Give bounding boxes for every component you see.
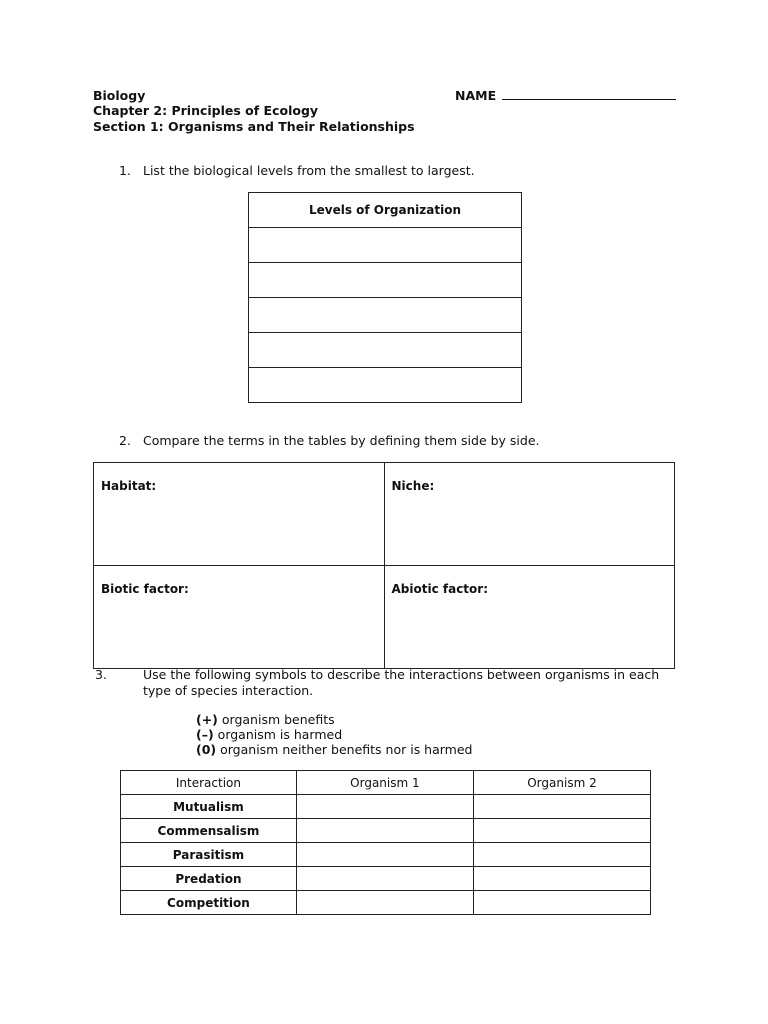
levels-blank-cell[interactable] [249,228,522,263]
answer-cell[interactable] [296,891,473,915]
table-row [121,843,651,867]
row-label-commensalism: Commensalism [121,819,297,843]
symbol-minus: (–) [196,727,214,742]
niche-cell[interactable]: Niche: [384,463,675,566]
symbol-zero: (0) [196,742,217,757]
answer-cell[interactable] [296,867,473,891]
name-blank-line[interactable] [502,88,676,100]
question-1 [119,163,659,179]
interaction-table [120,770,651,915]
row-label-predation: Predation [121,867,297,891]
answer-cell[interactable] [296,843,473,867]
subject-title: Biology [93,88,146,103]
question-3-text: Use the following symbols to describe the interactions between organisms in each type of species interaction. [143,667,660,698]
table-row [121,867,651,891]
table-row [121,891,651,915]
answer-cell[interactable] [473,795,650,819]
row-label-parasitism: Parasitism [121,843,297,867]
column-header-organism-2: Organism 2 [473,771,650,795]
table-row [121,819,651,843]
column-header-interaction: Interaction [121,771,297,795]
column-header-organism-1: Organism 1 [296,771,473,795]
section-title: Section 1: Organisms and Their Relationships [93,119,415,134]
question-2-text: Compare the terms in the tables by defining them side by side. [143,433,540,448]
symbol-meaning: organism neither benefits nor is harmed [220,742,473,757]
chapter-title: Chapter 2: Principles of Ecology [93,103,319,118]
answer-cell[interactable] [473,819,650,843]
abiotic-factor-cell[interactable]: Abiotic factor: [384,566,675,669]
name-field [455,88,676,103]
answer-cell[interactable] [473,867,650,891]
habitat-cell[interactable]: Habitat: [94,463,385,566]
question-3 [95,667,683,699]
answer-cell[interactable] [296,795,473,819]
question-3-number: 3. [95,667,107,682]
answer-cell[interactable] [473,891,650,915]
table-row [121,795,651,819]
symbol-plus: (+) [196,712,218,727]
levels-table-header: Levels of Organization [249,193,522,228]
symbol-legend-item [196,712,335,727]
question-2-number: 2. [119,433,131,448]
levels-blank-cell[interactable] [249,298,522,333]
question-1-number: 1. [119,163,131,178]
biotic-factor-cell[interactable]: Biotic factor: [94,566,385,669]
symbol-meaning: organism is harmed [217,727,343,742]
answer-cell[interactable] [473,843,650,867]
symbol-legend-item [196,727,342,742]
compare-terms-table [93,462,675,669]
name-label: NAME [455,88,497,103]
levels-table [248,192,522,403]
levels-blank-cell[interactable] [249,263,522,298]
levels-blank-cell[interactable] [249,333,522,368]
question-1-text: List the biological levels from the smallest to largest. [143,163,475,178]
question-2 [119,433,659,449]
row-label-mutualism: Mutualism [121,795,297,819]
levels-blank-cell[interactable] [249,368,522,403]
symbol-meaning: organism benefits [221,712,335,727]
answer-cell[interactable] [296,819,473,843]
symbol-legend-item [196,742,472,757]
row-label-competition: Competition [121,891,297,915]
